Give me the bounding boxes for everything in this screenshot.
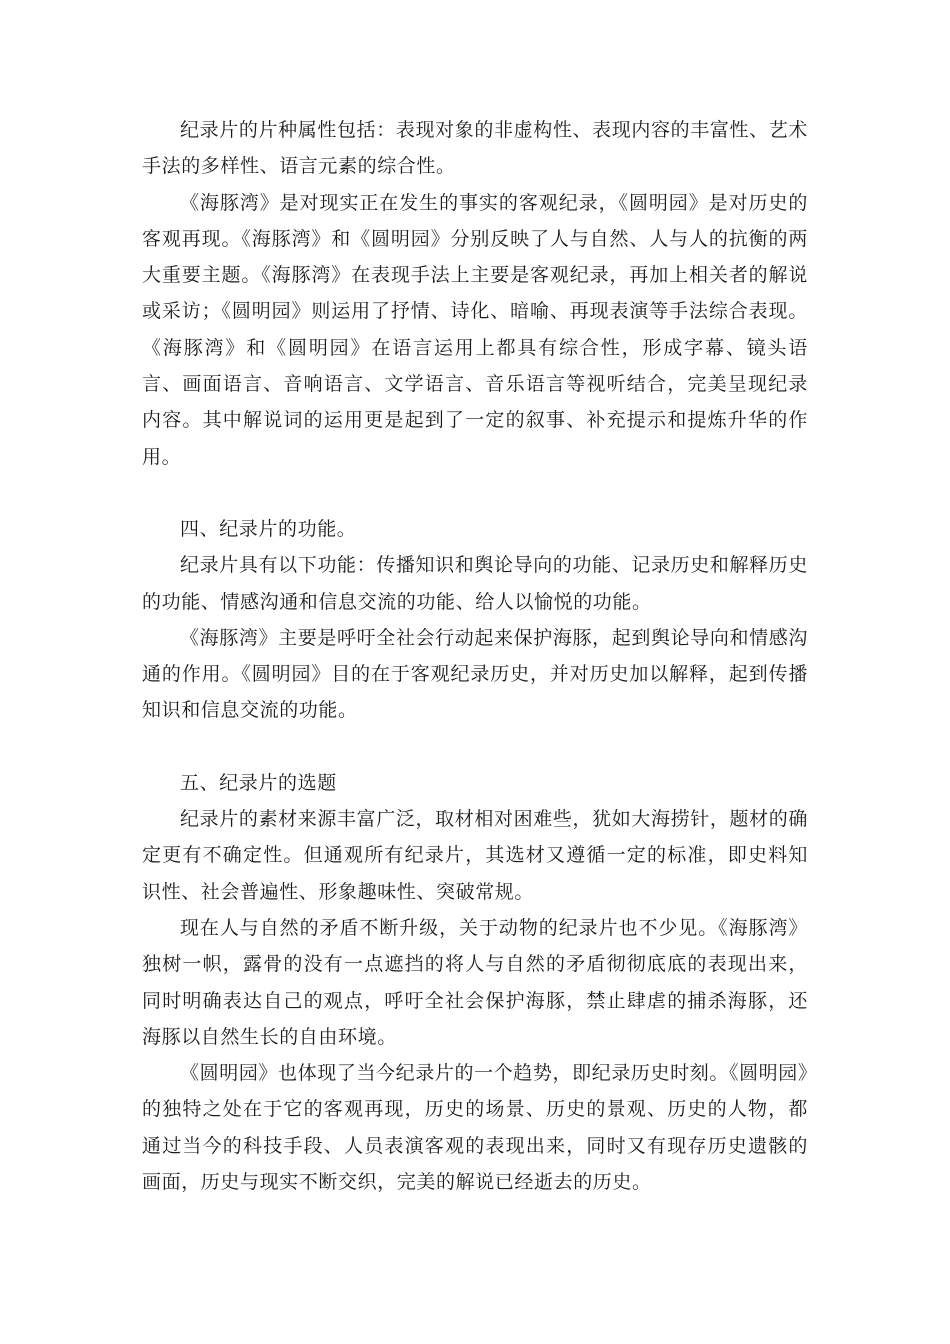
section5-paragraph-1: 纪录片的素材来源丰富广泛，取材相对困难些，犹如大海捞针，题材的确定更有不确定性。但通观所有纪录片，其选材又遵循一定的标准，即史料知识性、社会普遍性、形象趣味性、突破常规。 [142,808,808,903]
section4-heading: 四、纪录片的功能。 [180,517,357,540]
section3-paragraph-2: 《海豚湾》是对现实正在发生的事实的客观纪录，《圆明园》是对历史的客观再现。《海豚湾》和《圆明园》分别反映了人与自然、人与人的抗衡的两大重要主题。《海豚湾》在表现手法上主要是客观纪录，再加上相关者的解说或采访；《圆明园》则运用了抒情、诗化、暗喻、再现表演等手法综合表现。《海豚湾》和《圆明园》在语言运用上都具有综合性，形成字幕、镜头语言、画面语言、音响语言、文学语言、音乐语言等视听结合，完美呈现纪录内容。其中解说词的运用更是起到了一定的叙事、补充提示和提炼升华的作用。 [142,191,808,468]
section-spacer [142,729,808,765]
section3-paragraph-1: 纪录片的片种属性包括：表现对象的非虚构性、表现内容的丰富性、艺术手法的多样性、语言元素的综合性。 [142,119,808,178]
section4-paragraph-1: 纪录片具有以下功能：传播知识和舆论导向的功能、记录历史和解释历史的功能、情感沟通和信息交流的功能、给人以愉悦的功能。 [142,554,808,613]
section5-paragraph-3: 《圆明园》也体现了当今纪录片的一个趋势，即纪录历史时刻。《圆明园》的独特之处在于它的客观再现，历史的场景、历史的景观、历史的人物，都通过当今的科技手段、人员表演客观的表现出来，同时又有现存历史遗骸的画面，历史与现实不断交织，完美的解说已经逝去的历史。 [142,1062,808,1194]
document-body [142,112,808,1200]
section5-paragraph-2: 现在人与自然的矛盾不断升级，关于动物的纪录片也不少见。《海豚湾》独树一帜，露骨的没有一点遮挡的将人与自然的矛盾彻彻底底的表现出来，同时明确表达自己的观点，呼吁全社会保护海豚，禁止肆虐的捕杀海豚，还海豚以自然生长的自由环境。 [142,916,808,1048]
section-spacer [142,475,808,511]
section4-paragraph-2: 《海豚湾》主要是呼吁全社会行动起来保护海豚，起到舆论导向和情感沟通的作用。《圆明园》目的在于客观纪录历史，并对历史加以解释，起到传播知识和信息交流的功能。 [142,626,808,722]
section5-heading: 五、纪录片的选题 [180,771,337,794]
